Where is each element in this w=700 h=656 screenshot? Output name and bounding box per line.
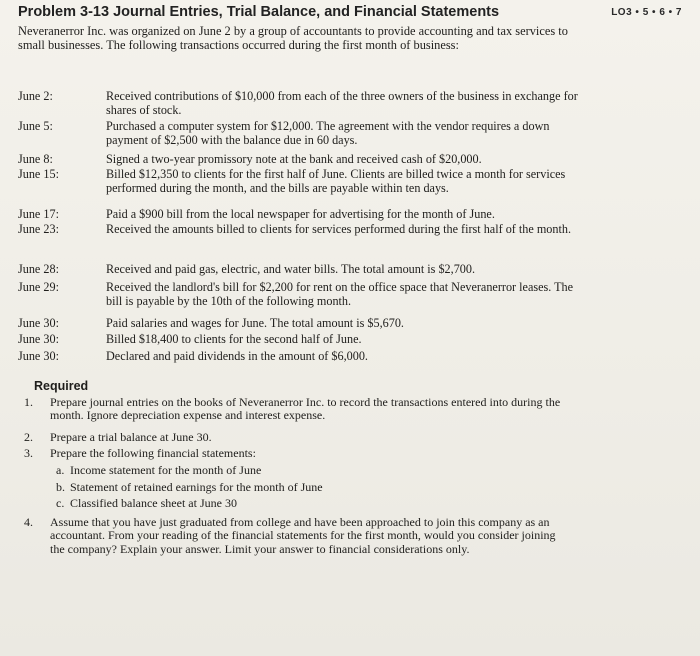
required-heading: Required [34,379,89,393]
subitem-letter: b. [56,480,65,494]
transaction-date: June 29: [18,280,59,294]
subitem-text: Statement of retained earnings for the month of June [70,480,323,494]
item-number: 4. [24,515,33,529]
transaction-date: June 23: [18,222,59,236]
transaction-row [18,263,584,277]
transaction-text: Signed a two-year promissory note at the bank and received cash of $20,000. [106,152,482,166]
subitem [56,497,556,510]
subitem-letter: a. [56,463,65,477]
transaction-date: June 30: [18,349,59,363]
item-number: 3. [24,446,33,460]
transaction-text: Declared and paid dividends in the amount of $6,000. [106,349,368,363]
transaction-text: Received the amounts billed to clients for services performed during the first half of the month. [106,222,572,236]
item-text: Assume that you have just graduated from college and have been approached to join this company as an accountant. From your reading of the financial statements for the first month, would you consider joining the company? Explain your answer. Limit your answer to financial considerations only. [50,515,556,556]
transaction-row [18,223,584,237]
transaction-date: June 5: [18,119,53,133]
transaction-row [18,350,584,364]
subitem-text: Classified balance sheet at June 30 [70,496,237,510]
transaction-date: June 17: [18,207,59,221]
subitem-letter: c. [56,496,65,510]
item-text: Prepare journal entries on the books of Neveranerror Inc. to record the transactions entered into during the month. Ignore depreciation expense and interest expense. [50,395,561,423]
transaction-row [18,120,584,147]
item-number: 1. [24,395,33,409]
required-item [24,396,564,423]
transaction-text: Billed $18,400 to clients for the second half of June. [106,332,362,346]
transaction-date: June 8: [18,152,53,166]
subitem-text: Income statement for the month of June [70,463,262,477]
transaction-date: June 28: [18,262,59,276]
transaction-row [18,153,584,167]
transaction-row [18,333,584,347]
transaction-row [18,208,584,222]
transaction-row [18,281,584,308]
subitem [56,481,556,494]
item-text: Prepare a trial balance at June 30. [50,430,212,444]
learning-objectives: LO3 • 5 • 6 • 7 [611,7,682,18]
transaction-row [18,90,584,117]
transaction-text: Received contributions of $10,000 from each of the three owners of the business in exchange for shares of stock. [106,89,578,117]
transaction-text: Received and paid gas, electric, and water bills. The total amount is $2,700. [106,262,476,276]
item-text: Prepare the following financial statements: [50,446,256,460]
transaction-text: Purchased a computer system for $12,000. The agreement with the vendor requires a down payment of $2,500 with the balance due in 60 days. [106,119,550,147]
transaction-row [18,168,584,195]
transaction-date: June 15: [18,167,59,181]
transaction-date: June 30: [18,332,59,346]
transaction-date: June 30: [18,316,59,330]
required-item [24,516,564,556]
transaction-text: Paid a $900 bill from the local newspaper for advertising for the month of June. [106,207,495,221]
transaction-row [18,317,584,331]
intro-paragraph: Neveranerror Inc. was organized on June 2 by a group of accountants to provide accounting and tax services to small businesses. The following transactions occurred during the first month of business: [18,24,568,52]
required-item [24,431,564,444]
item-number: 2. [24,430,33,444]
subitem [56,464,556,477]
transaction-date: June 2: [18,89,53,103]
problem-title: Problem 3-13 Journal Entries, Trial Balance, and Financial Statements [18,4,500,20]
transaction-text: Paid salaries and wages for June. The total amount is $5,670. [106,316,404,330]
transaction-text: Received the landlord's bill for $2,200 for rent on the office space that Neveranerror leases. The bill is payable by the 10th of the following month. [106,280,574,308]
required-item [24,447,564,460]
transaction-text: Billed $12,350 to clients for the first half of June. Clients are billed twice a month for services performed during the month, and the bills are payable within ten days. [106,167,566,195]
